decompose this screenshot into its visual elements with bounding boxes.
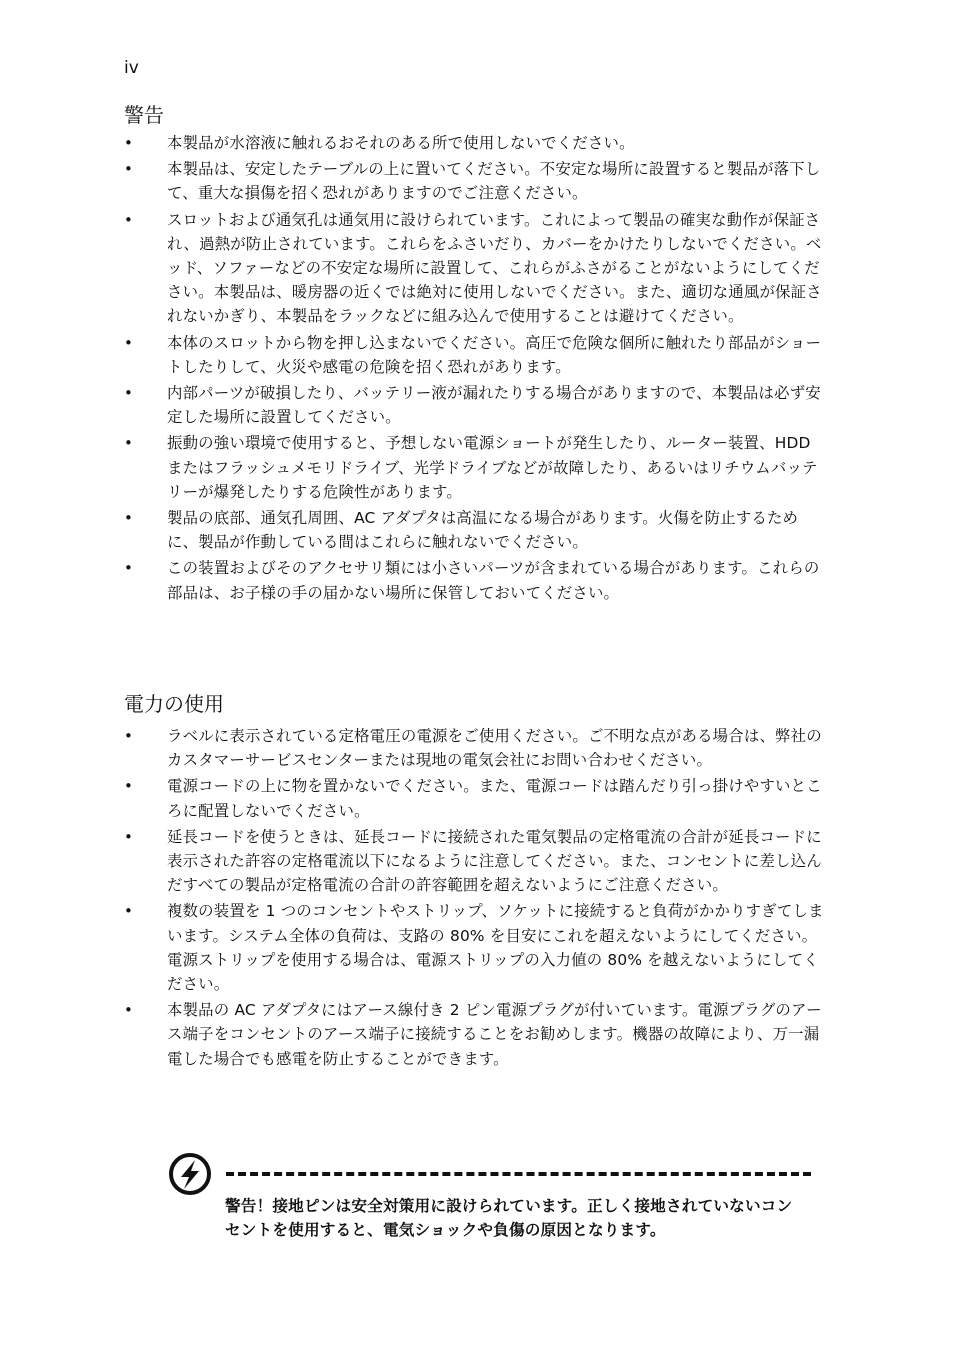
list-item: • 延長コードを使うときは、延長コードに接続された電気製品の定格電流の合計が延長コードに表示された許容の定格電流以下になるように注意してください。また、コンセントに差し込んだすべての製品が定格電流の合計の許容範囲を超えないようにご注意ください。 — [124, 825, 824, 898]
bullet-icon: • — [124, 1001, 134, 1020]
dashed-divider — [226, 1172, 811, 1176]
list-item: • 振動の強い環境で使用すると、予想しない電源ショートが発生したり、ルーター装置、HDD またはフラッシュメモリドライブ、光学ドライブなどが故障したり、あるいはリチウムバッテリーが爆発したりする危険性があります。 — [124, 431, 824, 504]
list-item: • 内部パーツが破損したり、バッテリー液が漏れたりする場合がありますので、本製品は必ず安定した場所に設置してください。 — [124, 381, 824, 429]
warning-lightning-icon — [168, 1152, 212, 1196]
bullet-icon: • — [124, 509, 134, 528]
warnings-list — [124, 131, 824, 607]
list-item: • 複数の装置を 1 つのコンセントやストリップ、ソケットに接続すると負荷がかかりすぎてしまいます。システム全体の負荷は、支路の 80% を目安にこれを超えないようにしてください。電源ストリップを使用する場合は、電源ストリップの入力値の 80% を越えないようにしてください。 — [124, 899, 824, 996]
bullet-icon: • — [124, 210, 134, 229]
list-item: • 本製品の AC アダプタにはアース線付き 2 ピン電源プラグが付いています。電源プラグのアース端子をコンセントのアース端子に接続することをお勧めします。機器の故障により、万一漏電した場合でも感電を防止することができます。 — [124, 998, 824, 1071]
list-item: • ラベルに表示されている定格電圧の電源をご使用ください。ご不明な点がある場合は、弊社のカスタマーサービスセンターまたは現地の電気会社にお問い合わせください。 — [124, 724, 824, 772]
bullet-icon: • — [124, 827, 134, 846]
list-item: • スロットおよび通気孔は通気用に設けられています。これによって製品の確実な動作が保証され、過熱が防止されています。これらをふさいだり、カバーをかけたりしないでください。ベッド、ソファーなどの不安定な場所に設置して、これらがふさがることがないようにしてください。本製品は、暖房器の近くでは絶対に使用しないでください。また、適切な通風が保証されないかぎり、本製品をラックなどに組み込んで使用することは避けてください。 — [124, 208, 824, 329]
list-item: • 本体のスロットから物を押し込まないでください。高圧で危険な個所に触れたり部品がショートしたりして、火災や感電の危険を招く恐れがあります。 — [124, 331, 824, 379]
bullet-icon: • — [124, 160, 134, 179]
power-title: 電力の使用 — [124, 692, 224, 716]
bullet-icon: • — [124, 134, 134, 152]
bullet-icon: • — [124, 559, 134, 578]
bullet-icon: • — [124, 384, 134, 403]
bullet-icon: • — [124, 902, 134, 921]
list-item: • 製品の底部、通気孔周囲、AC アダプタは高温になる場合があります。火傷を防止するために、製品が作動している間はこれらに触れないでください。 — [124, 506, 824, 554]
page-number: iv — [124, 58, 139, 78]
list-item: • 電源コードの上に物を置かないでください。また、電源コードは踏んだり引っ掛けやすいところに配置しないでください。 — [124, 774, 824, 822]
bullet-icon: • — [124, 727, 134, 745]
list-item: • この装置およびそのアクセサリ類には小さいパーツが含まれている場合があります。これらの部品は、お子様の手の届かない場所に保管しておいてください。 — [124, 556, 824, 604]
power-list — [124, 724, 824, 1073]
list-item: • 本製品は、安定したテーブルの上に置いてください。不安定な場所に設置すると製品が落下して、重大な損傷を招く恐れがありますのでご注意ください。 — [124, 157, 824, 205]
warning-note-text: 警告！接地ピンは安全対策用に設けられています。正しく接地されていないコンセントを使用すると、電気ショックや負傷の原因となります。 — [225, 1197, 793, 1240]
warning-note — [168, 1152, 813, 1272]
bullet-icon: • — [124, 333, 134, 352]
warnings-title: 警告 — [124, 103, 164, 127]
bullet-icon: • — [124, 777, 134, 796]
bullet-icon: • — [124, 434, 134, 453]
list-item: • 本製品が水溶液に触れるおそれのある所で使用しないでください。 — [124, 131, 824, 155]
